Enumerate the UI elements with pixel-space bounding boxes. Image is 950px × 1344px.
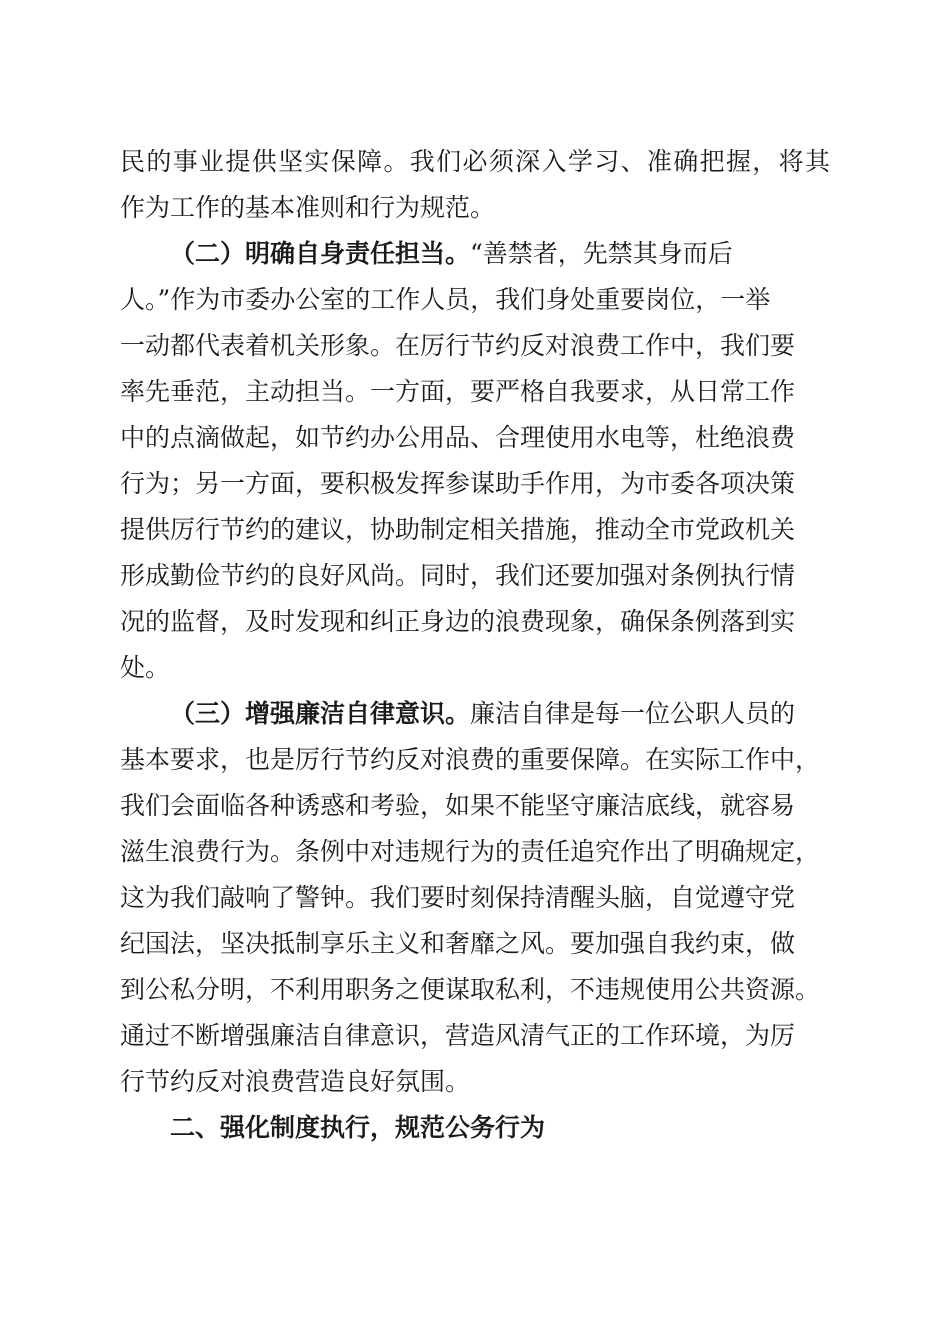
- paragraph-line: 处。: [120, 653, 171, 682]
- section-heading-2: （二）明确自身责任担当。: [170, 239, 471, 268]
- paragraph-line: 一动都代表着机关形象。在厉行节约反对浪费工作中，我们要: [120, 331, 796, 360]
- section-2-line: [0, 232, 850, 276]
- section-3-text: 廉洁自律是每一位公职人员的: [470, 699, 796, 728]
- section-3-line: [0, 692, 950, 736]
- paragraph-line: 到公私分明，不利用职务之便谋取私利，不违规使用公共资源。: [120, 975, 821, 1004]
- paragraph-line: 基本要求，也是厉行节约反对浪费的重要保障。在实际工作中，: [120, 745, 821, 774]
- paragraph-line: 纪国法，坚决抵制享乐主义和奢靡之风。要加强自我约束，做: [120, 929, 796, 958]
- paragraph-line: 行为；另一方面，要积极发挥参谋助手作用，为市委各项决策: [120, 469, 796, 498]
- section-heading-3: （三）增强廉洁自律意识。: [170, 699, 471, 728]
- paragraph-line: 我们会面临各种诱惑和考验，如果不能坚守廉洁底线，就容易: [120, 791, 796, 820]
- paragraph-line: 这为我们敲响了警钟。我们要时刻保持清醒头脑，自觉遵守党: [120, 883, 796, 912]
- paragraph-line: 民的事业提供坚实保障。我们必须深入学习、准确把握，将其: [120, 147, 830, 176]
- paragraph-line: 行节约反对浪费营造良好氛围。: [120, 1067, 471, 1096]
- paragraph-line: 率先垂范，主动担当。一方面，要严格自我要求，从日常工作: [120, 377, 796, 406]
- paragraph-line: 况的监督，及时发现和纠正身边的浪费现象，确保条例落到实: [120, 607, 796, 636]
- paragraph-line: 作为工作的基本准则和行为规范。: [120, 193, 496, 222]
- paragraph-line: 人。”作为市委办公室的工作人员，我们身处重要岗位，一举: [120, 285, 771, 314]
- paragraph-line: 中的点滴做起，如节约办公用品、合理使用水电等，杜绝浪费: [120, 423, 796, 452]
- paragraph-line: 形成勤俭节约的良好风尚。同时，我们还要加强对条例执行情: [120, 561, 796, 590]
- quote-text: “善禁者，先禁其身而后: [470, 239, 733, 268]
- paragraph-line: 滋生浪费行为。条例中对违规行为的责任追究作出了明确规定，: [120, 837, 821, 866]
- chapter-heading: 二、强化制度执行，规范公务行为: [170, 1113, 546, 1142]
- paragraph-line: 提供厉行节约的建议，协助制定相关措施，推动全市党政机关: [120, 515, 796, 544]
- paragraph-line: 通过不断增强廉洁自律意识，营造风清气正的工作环境，为厉: [120, 1021, 796, 1050]
